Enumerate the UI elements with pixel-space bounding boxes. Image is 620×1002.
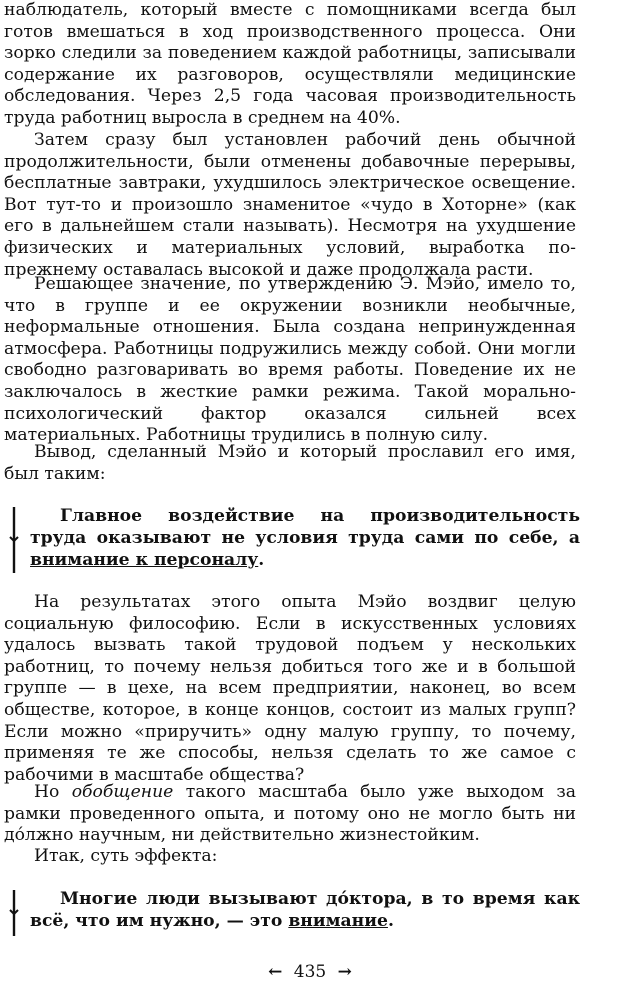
vertical-bar-marker-icon [8, 507, 20, 573]
callout-2-underlined: внимание [288, 911, 388, 931]
callout-doctor [4, 888, 580, 932]
callout-2-end: . [387, 911, 394, 931]
callout-main-impact-text [30, 505, 580, 571]
callout-1-text: Главное воздействие на производительность труда оказывают не условия труда сами по себе, а [30, 506, 580, 548]
paragraph-6-start: Но [34, 782, 72, 802]
paragraph-5: На результатах этого опыта Мэйо воздвиг целую социальную философию. Если в искусственных условиях удалось вызвать такой трудовой подъем у нескольких работниц, то почему нельзя добиться того же и в большой группе — в цехе, на всем предприятии, наконец, во всем обществе, которое, в конце концов, состоит из малых групп? Если можно «приручить» одну малую группу, то почему, применяя те же способы, нельзя сделать то же самое с рабочими в масштабе общества? [4, 592, 576, 785]
paragraph-1: наблюдатель, который вместе с помощниками всегда был готов вмешаться в ход производственного процесса. Они зорко следили за поведением каждой работницы, записывали содержание их разговоров, осуществляли медицинские обследования. Через 2,5 года часовая производительность труда работниц выросла в среднем на 40%. [4, 0, 576, 128]
callout-main-impact [4, 505, 580, 571]
callout-1-underlined: внимание к персоналу [30, 550, 259, 570]
paragraph-6 [4, 782, 576, 847]
paragraph-7: Итак, суть эффекта: [34, 846, 218, 866]
paragraph-6-end: такого масштаба было уже выходом за рамки проведенного опыта, и потому оно не могло быть ни до́лжно научным, ни действительно жизнестойким. [4, 782, 576, 846]
page-footer [0, 962, 620, 982]
vertical-bar-marker-icon [8, 890, 20, 936]
paragraph-6-emphasis: обобщение [71, 782, 174, 802]
paragraph-3: Решающее значение, по утверждению Э. Мэйо, имело то, что в группе и ее окружении возникли необычные, неформальные отношения. Была создана непринужденная атмосфера. Работницы подружились между собой. Они могли свободно разговаривать во время работы. Поведение их не заключалось в жесткие рамки режима. Такой морально-психологический фактор оказался сильней всех материальных. Работницы трудились в полную силу. [4, 274, 576, 446]
arrow-left-icon: ← [268, 962, 283, 982]
callout-doctor-text [30, 888, 580, 932]
callout-2-text: Многие люди вызывают до́ктора, в то время как всё, что им нужно, — это [30, 889, 580, 931]
arrow-right-icon: → [337, 962, 352, 982]
page-number: 435 [293, 962, 327, 982]
paragraph-4: Вывод, сделанный Мэйо и который прославил его имя, был таким: [4, 442, 576, 484]
paragraph-2: Затем сразу был установлен рабочий день обычной продолжительности, были отменены добавочные перерывы, бесплатные завтраки, ухудшилось электрическое освещение. Вот тут-то и произошло знаменитое «чудо в Хоторне» (как его в дальнейшем стали называть). Несмотря на ухудшение физических и материальных условий, выработка по-прежнему оставалась высокой и даже продолжала расти. [4, 130, 576, 280]
callout-1-end: . [258, 550, 265, 570]
